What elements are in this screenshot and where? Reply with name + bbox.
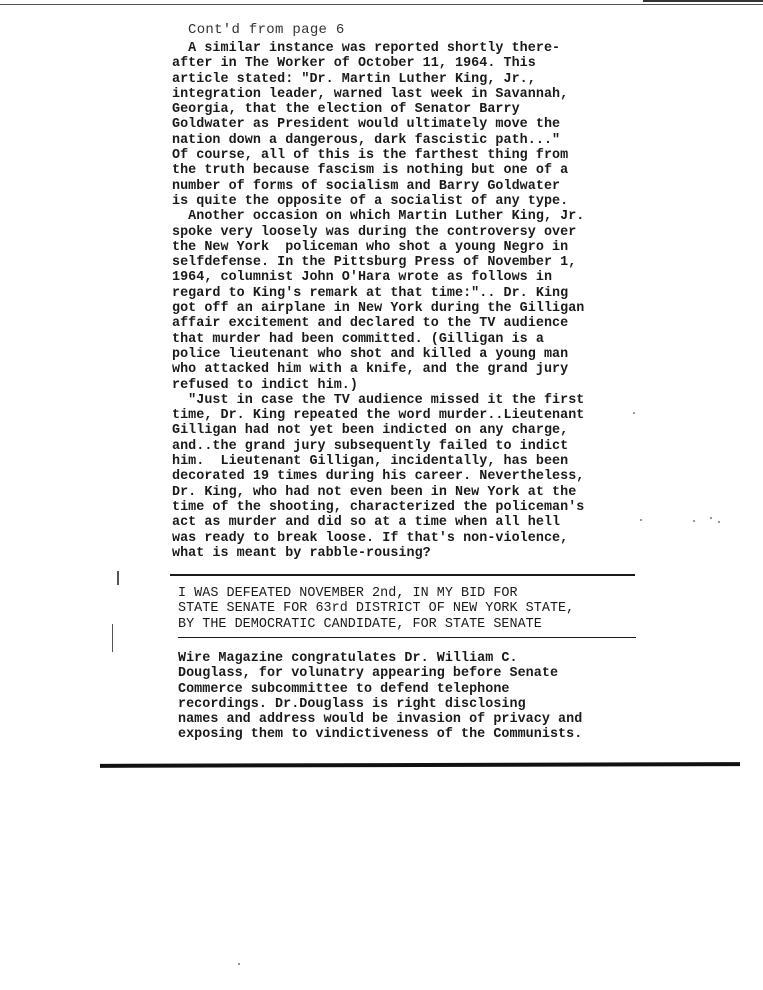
continued-from-header: Cont'd from page 6 — [188, 22, 345, 38]
article-line: Dr. King, who had not even been in New York at the — [172, 484, 577, 500]
wire-magazine-notice — [178, 651, 648, 743]
article-line: Of course, all of this is the farthest thing from — [172, 148, 569, 164]
article-line: time, Dr. King repeated the word murder..Lieutenant — [172, 408, 585, 424]
article-line: A similar instance was reported shortly there- — [172, 41, 561, 56]
article-line: article stated: "Dr. Martin Luther King, Jr., — [172, 71, 536, 87]
election-notice — [178, 586, 638, 632]
wire-line: names and address would be invasion of privacy and — [178, 712, 583, 728]
article-line: "Just in case the TV audience missed it the first — [172, 392, 585, 408]
article-line: and..the grand jury subsequently failed to indict — [172, 438, 569, 454]
article-line: Gilligan had not yet been indicted on any charge, — [172, 423, 569, 439]
article-line: affair excitement and declared to the TV audience — [172, 316, 569, 332]
top-edge-rule — [0, 4, 763, 5]
wire-line: Wire Magazine congratulates Dr. William C. — [178, 651, 518, 666]
article-line: after in The Worker of October 11, 1964. This — [172, 56, 536, 72]
article-line: who attacked him with a knife, and the grand jury — [172, 362, 569, 378]
article-line: was ready to break loose. If that's non-violence, — [172, 530, 569, 546]
article-line: 1964, columnist John O'Hara wrote as follows in — [172, 270, 553, 286]
article-body — [172, 41, 642, 561]
article-line: number of forms of socialism and Barry Goldwater — [172, 178, 561, 194]
article-line: Goldwater as President would ultimately move the — [172, 117, 561, 133]
article-line: regard to King's remark at that time:".. Dr. King — [172, 285, 569, 301]
article-line: act as murder and did so at a time when all hell — [172, 515, 561, 531]
article-line: integration leader, warned last week in Savannah, — [172, 86, 569, 102]
wire-line: recordings. Dr.Douglass is right disclosing — [178, 696, 526, 712]
article-line: the New York policeman who shot a young Negro in — [172, 239, 569, 255]
margin-mark — [112, 624, 113, 652]
paper-speck — [718, 521, 720, 523]
notice-top-rule — [170, 574, 635, 576]
paper-speck — [238, 963, 240, 965]
article-line: the truth because fascism is nothing but one of a — [172, 163, 569, 179]
article-line: what is meant by rabble-rousing? — [172, 545, 431, 561]
notice-line: BY THE DEMOCRATIC CANDIDATE, FOR STATE SENATE — [178, 616, 542, 632]
article-line: Georgia, that the election of Senator Barry — [172, 102, 520, 118]
article-line: nation down a dangerous, dark fascistic path..." — [172, 132, 561, 148]
wire-line: Commerce subcommittee to defend telephone — [178, 681, 510, 697]
article-line: selfdefense. In the Pittsburg Press of November 1, — [172, 255, 577, 271]
article-line: time of the shooting, characterized the policeman's — [172, 499, 585, 515]
bottom-border-rule — [100, 762, 740, 768]
wire-line: Douglass, for volunatry appearing before Senate — [178, 666, 559, 682]
article-line: decorated 19 times during his career. Nevertheless, — [172, 469, 585, 485]
wire-line: exposing them to vindictiveness of the Communists. — [178, 727, 583, 743]
paper-speck — [693, 520, 695, 522]
notice-line: I WAS DEFEATED NOVEMBER 2nd, IN MY BID FOR — [178, 586, 518, 601]
article-line: spoke very loosely was during the controversy over — [172, 224, 577, 240]
article-line: police lieutenant who shot and killed a young man — [172, 346, 569, 362]
notice-line: STATE SENATE FOR 63rd DISTRICT OF NEW YORK STATE, — [178, 601, 575, 617]
margin-mark — [117, 571, 119, 585]
article-line: that murder had been committed. (Gilligan is a — [172, 331, 544, 347]
article-line: Another occasion on which Martin Luther King, Jr. — [172, 209, 585, 225]
paper-speck — [633, 412, 635, 414]
article-line: him. Lieutenant Gilligan, incidentally, has been — [172, 454, 569, 470]
top-edge-rule-right — [643, 0, 763, 2]
paper-speck — [640, 519, 642, 521]
notice-bottom-rule — [178, 637, 636, 638]
article-line: got off an airplane in New York during the Gilligan — [172, 301, 585, 317]
article-line: is quite the opposite of a socialist of any type. — [172, 193, 569, 209]
paper-speck — [710, 517, 712, 519]
article-line: refused to indict him.) — [172, 377, 358, 393]
